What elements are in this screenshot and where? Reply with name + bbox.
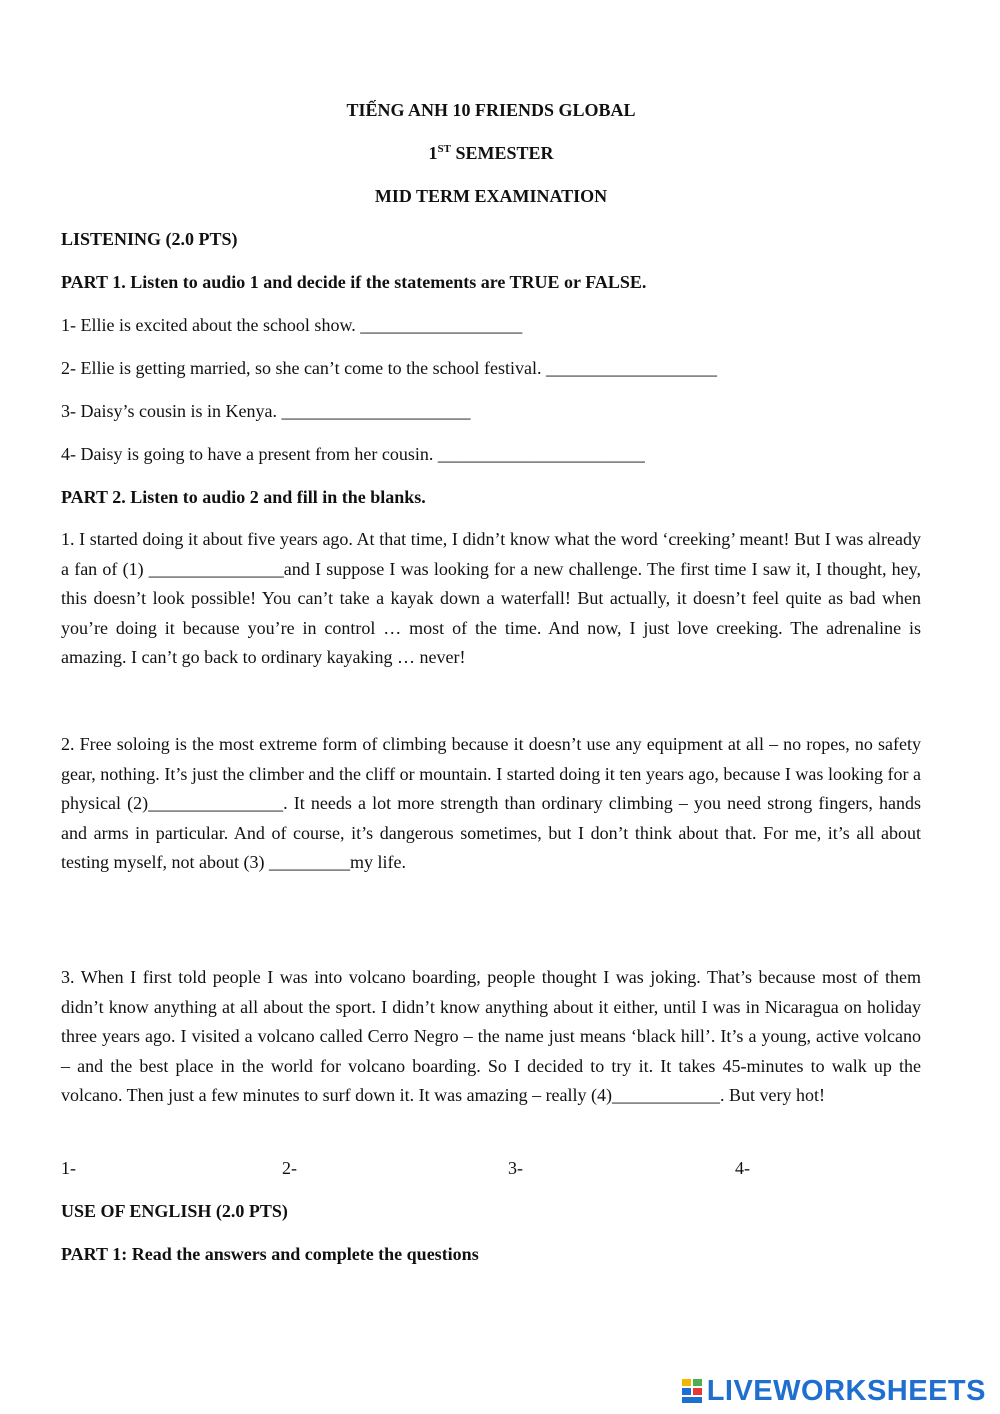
use-of-english-part1-heading: PART 1: Read the answers and complete the questions xyxy=(61,1244,479,1264)
passage-text: 3. When I first told people I was into volcano boarding, people thought I was joking. That’s because most of them didn’t know anything at all about the sport. I didn’t know anything about it either, until I was in Nicaragua on holiday three years ago. I visited a volcano called Cerro Negro – the name just means ‘black hill’. It’s a young, active volcano – and the best place in the world for volcano boarding. So I decided to try it. It takes 45-minutes to walk up the volcano. Then just a few minutes to surf down it. It was amazing – really (4)____________. But very hot! xyxy=(61,967,921,1105)
exam-title: MID TERM EXAMINATION xyxy=(374,186,608,206)
answer-label-1: 1- xyxy=(61,1158,76,1178)
watermark-text: LIVEWORKSHEETS xyxy=(706,1374,986,1407)
semester-ordinal: ST xyxy=(437,143,451,155)
passage-2 xyxy=(61,730,921,878)
answer-label-3: 3- xyxy=(508,1158,523,1178)
statement-item: 1- Ellie is excited about the school show. __________________ xyxy=(61,315,523,335)
passage-3 xyxy=(61,963,921,1111)
passage-text: 2. Free soloing is the most extreme form of climbing because it doesn’t use any equipment at all – no ropes, no safety gear, nothing. It’s just the climber and the cliff or mountain. I started doing it ten years ago, because I was looking for a physical (2)_______________. It needs a lot more strength than ordinary climbing – you need strong fingers, hands and arms in particular. And of course, it’s dangerous sometimes, but I don’t think about that. For me, it’s all about testing myself, not about (3) _________my life. xyxy=(61,734,921,872)
passage-text: 1. I started doing it about five years ago. At that time, I didn’t know what the word ‘creeking’ meant! But I was already a fan of (1) _______________and I suppose I was looking for a new challenge. The first time I saw it, I thought, hey, this doesn’t look possible! You can’t take a kayak down a waterfall! But actually, it doesn’t feel quite as bad when you’re doing it because you’re in control … most of the time. And now, I just love creeking. The adrenaline is amazing. I can’t go back to ordinary kayaking … never! xyxy=(61,529,921,667)
passage-1 xyxy=(61,525,921,673)
listening-heading: LISTENING (2.0 PTS) xyxy=(61,229,238,249)
part2-heading: PART 2. Listen to audio 2 and fill in the blanks. xyxy=(61,487,426,507)
answer-label-2: 2- xyxy=(282,1158,297,1178)
statement-item: 4- Daisy is going to have a present from her cousin. _______________________ xyxy=(61,444,645,464)
statement-item: 3- Daisy’s cousin is in Kenya. _____________________ xyxy=(61,401,471,421)
worksheet-title: TIẾNG ANH 10 FRIENDS GLOBAL xyxy=(346,100,636,120)
answer-label-4: 4- xyxy=(735,1158,750,1178)
semester-label xyxy=(61,142,921,164)
semester-word: SEMESTER xyxy=(455,143,554,163)
part1-heading: PART 1. Listen to audio 1 and decide if the statements are TRUE or FALSE. xyxy=(61,272,647,292)
liveworksheets-watermark xyxy=(681,1374,986,1408)
liveworksheets-logo-icon xyxy=(681,1378,703,1404)
semester-number: 1 xyxy=(428,143,438,163)
use-of-english-heading: USE OF ENGLISH (2.0 PTS) xyxy=(61,1201,288,1221)
statement-item: 2- Ellie is getting married, so she can’t come to the school festival. ___________________ xyxy=(61,358,718,378)
